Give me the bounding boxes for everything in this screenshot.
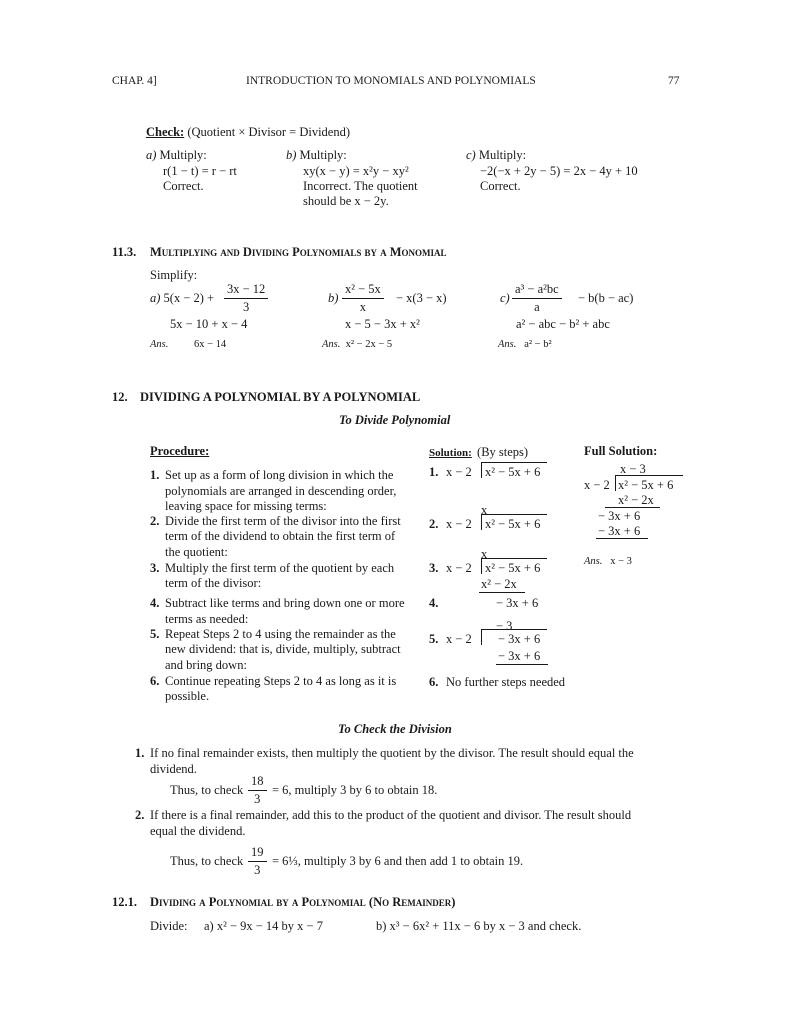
section-12-1-number: 12.1. bbox=[112, 895, 137, 909]
section-11-3-title: Multiplying and Dividing Polynomials by a Monomial bbox=[150, 245, 447, 259]
sol-step-text: No further steps needed bbox=[446, 675, 566, 689]
full-solution-header: Full Solution: bbox=[584, 444, 658, 458]
check-b-title: b) Multiply: bbox=[286, 148, 347, 162]
subtraction-line bbox=[605, 507, 660, 508]
step-number: 5. bbox=[150, 627, 160, 641]
s113-a-ans-label: Ans. bbox=[150, 339, 169, 350]
sol-dividend: x² − 5x + 6 bbox=[485, 465, 541, 479]
fraction-numerator: 18 bbox=[248, 775, 267, 791]
s113-a-ans: 6x − 14 bbox=[194, 339, 227, 350]
check-b-line4: should be x − 2y. bbox=[303, 194, 389, 208]
check-item-line: dividend. bbox=[150, 762, 197, 776]
check-item-number: 1. bbox=[135, 746, 145, 760]
sol-divisor: x − 2 bbox=[446, 561, 472, 575]
sol-step-number: 5. bbox=[429, 632, 439, 646]
subtraction-line bbox=[496, 664, 548, 665]
s113-a-denominator: 3 bbox=[243, 299, 250, 314]
step-line: term of the divisor: bbox=[165, 576, 262, 590]
check-example-lead: Thus, to check bbox=[170, 783, 244, 797]
s113-a-lead: a) 5(x − 2) + bbox=[150, 291, 215, 305]
solution-header-line: Solution: (By steps) bbox=[429, 445, 529, 459]
check-line bbox=[146, 126, 350, 139]
sol-step-number: 3. bbox=[429, 561, 439, 575]
step-line: Repeat Steps 2 to 4 using the remainder as the bbox=[165, 627, 396, 641]
check-rule: (Quotient × Divisor = Dividend) bbox=[187, 125, 351, 139]
s113-c-denominator: a bbox=[534, 299, 540, 314]
check-item-line: If no final remainder exists, then multiply the quotient by the divisor. The result should equal the bbox=[150, 746, 634, 760]
full-divisor: x − 2 bbox=[584, 478, 610, 492]
full-quotient: x − 3 bbox=[620, 462, 646, 476]
step-number: 4. bbox=[150, 596, 160, 610]
s113-b-denominator: x bbox=[359, 299, 367, 314]
division-bracket bbox=[615, 475, 616, 491]
check-c-line3: Correct. bbox=[480, 179, 521, 193]
sol-dividend: x² − 5x + 6 bbox=[485, 517, 541, 531]
s113-b-work: x − 5 − 3x + x² bbox=[345, 317, 420, 331]
sol-step-number: 2. bbox=[429, 517, 439, 531]
step-number: 3. bbox=[150, 561, 160, 575]
check-item-line: equal the dividend. bbox=[150, 824, 246, 838]
check-item-number: 2. bbox=[135, 808, 145, 822]
step-line: Divide the first term of the divisor into the first bbox=[165, 514, 401, 528]
simplify-label: Simplify: bbox=[150, 268, 198, 282]
step-number: 1. bbox=[150, 468, 160, 482]
sol-step-number: 4. bbox=[429, 596, 439, 610]
full-remainder: − 3x + 6 bbox=[598, 509, 641, 523]
full-dividend: x² − 5x + 6 bbox=[618, 478, 674, 492]
check-example-tail: = 6⅓, multiply 3 by 6 and then add 1 to obtain 19. bbox=[272, 854, 524, 868]
s113-c-ans-line: Ans. a² − b² bbox=[498, 339, 552, 350]
fraction-numerator: 19 bbox=[248, 846, 267, 862]
sol-product: − 3x + 6 bbox=[498, 649, 541, 663]
check-example-fraction bbox=[248, 846, 267, 876]
s113-b-ans-line: Ans. x² − 2x − 5 bbox=[322, 339, 393, 350]
division-bar bbox=[481, 462, 547, 463]
step-line: leaving space for missing terms: bbox=[165, 499, 327, 513]
step-line: and bring down: bbox=[165, 658, 247, 672]
s113-c-work: a² − abc − b² + abc bbox=[516, 317, 610, 331]
problem-b: b) x³ − 6x² + 11x − 6 by x − 3 and check. bbox=[376, 919, 582, 933]
check-c-title: c) Multiply: bbox=[466, 148, 527, 162]
section-12-1-title: Dividing a Polynomial by a Polynomial (No Remainder) bbox=[150, 895, 456, 909]
step-line: term of the dividend to obtain the first term of bbox=[165, 529, 396, 543]
step-number: 6. bbox=[150, 674, 160, 688]
s113-a-work: 5x − 10 + x − 4 bbox=[170, 317, 248, 331]
s113-b-fraction bbox=[342, 283, 384, 313]
section-12-subtitle: To Divide Polynomial bbox=[339, 413, 451, 427]
division-bracket bbox=[481, 462, 482, 478]
check-item-line: If there is a final remainder, add this to the product of the quotient and divisor. The result should bbox=[150, 808, 632, 822]
check-example-tail: = 6, multiply 3 by 6 to obtain 18. bbox=[272, 783, 438, 797]
step-line: polynomials are arranged in descending order, bbox=[165, 484, 397, 498]
step-number: 2. bbox=[150, 514, 160, 528]
chapter-label: CHAP. 4] bbox=[112, 75, 157, 87]
sol-divisor: x − 2 bbox=[446, 465, 472, 479]
division-bar bbox=[481, 514, 547, 515]
check-b-line2: xy(x − y) = x²y − xy² bbox=[303, 164, 409, 178]
sol-step-number: 1. bbox=[429, 465, 439, 479]
full-answer: Ans. x − 3 bbox=[584, 556, 632, 567]
step-line: Subtract like terms and bring down one or more bbox=[165, 596, 405, 610]
fraction-denominator: 3 bbox=[254, 791, 261, 806]
division-bracket bbox=[481, 558, 482, 574]
sol-divisor: x − 2 bbox=[446, 632, 472, 646]
check-label: Check: bbox=[146, 125, 185, 139]
sol-dividend: − 3x + 6 bbox=[498, 632, 541, 646]
s113-c-tail: − b(b − ac) bbox=[578, 291, 634, 305]
division-bracket bbox=[481, 629, 482, 645]
step-line: Set up as a form of long division in which the bbox=[165, 468, 394, 482]
sol-quotient: − 3 bbox=[496, 619, 513, 633]
full-product: − 3x + 6 bbox=[598, 524, 641, 538]
check-example-lead: Thus, to check bbox=[170, 854, 244, 868]
s113-c-letter: c) bbox=[500, 291, 510, 305]
full-product: x² − 2x bbox=[618, 493, 654, 507]
sol-quotient: x bbox=[481, 547, 488, 561]
check-a-line3: Correct. bbox=[163, 179, 204, 193]
divide-label: Divide: bbox=[150, 919, 188, 933]
s113-b-numerator: x² − 5x bbox=[342, 283, 384, 299]
check-c-line2: −2(−x + 2y − 5) = 2x − 4y + 10 bbox=[480, 164, 638, 178]
fraction-denominator: 3 bbox=[254, 862, 261, 877]
section-12-number: 12. bbox=[112, 390, 128, 404]
procedure-header: Procedure: bbox=[150, 444, 210, 458]
s113-b-tail: − x(3 − x) bbox=[396, 291, 447, 305]
division-bar bbox=[481, 558, 547, 559]
subtraction-line bbox=[596, 538, 648, 539]
division-bracket bbox=[481, 514, 482, 530]
running-title: INTRODUCTION TO MONOMIALS AND POLYNOMIALS bbox=[246, 75, 536, 87]
check-b-line3: Incorrect. The quotient bbox=[303, 179, 418, 193]
step-line: Multiply the first term of the quotient by each bbox=[165, 561, 395, 575]
s113-b-letter: b) bbox=[328, 291, 339, 305]
step-line: possible. bbox=[165, 689, 210, 703]
sol-divisor: x − 2 bbox=[446, 517, 472, 531]
step-line: the quotient: bbox=[165, 545, 228, 559]
s113-c-fraction bbox=[512, 283, 562, 313]
s113-a-fraction bbox=[224, 283, 268, 313]
step-line: Continue repeating Steps 2 to 4 as long as it is bbox=[165, 674, 397, 688]
problem-a: a) x² − 9x − 14 by x − 7 bbox=[204, 919, 323, 933]
sol-quotient: x bbox=[481, 503, 488, 517]
step-line: terms as needed: bbox=[165, 612, 249, 626]
sol-product: x² − 2x bbox=[481, 577, 517, 591]
s113-a-numerator: 3x − 12 bbox=[224, 283, 268, 299]
check-a-line2: r(1 − t) = r − rt bbox=[163, 164, 237, 178]
subtraction-line bbox=[479, 592, 525, 593]
section-11-3-number: 11.3. bbox=[112, 245, 137, 259]
check-example-fraction bbox=[248, 775, 267, 805]
step-line: new dividend: that is, divide, multiply, subtract bbox=[165, 642, 401, 656]
sol-remainder: − 3x + 6 bbox=[496, 596, 539, 610]
check-a-title: a) Multiply: bbox=[146, 148, 207, 162]
sol-dividend: x² − 5x + 6 bbox=[485, 561, 541, 575]
page-number: 77 bbox=[668, 75, 680, 87]
division-bar bbox=[481, 629, 547, 630]
division-bar bbox=[615, 475, 683, 476]
s113-c-numerator: a³ − a²bc bbox=[512, 283, 562, 299]
sol-step-number: 6. bbox=[429, 675, 439, 689]
section-12-title: DIVIDING A POLYNOMIAL BY A POLYNOMIAL bbox=[140, 390, 421, 404]
check-division-title: To Check the Division bbox=[338, 722, 452, 736]
